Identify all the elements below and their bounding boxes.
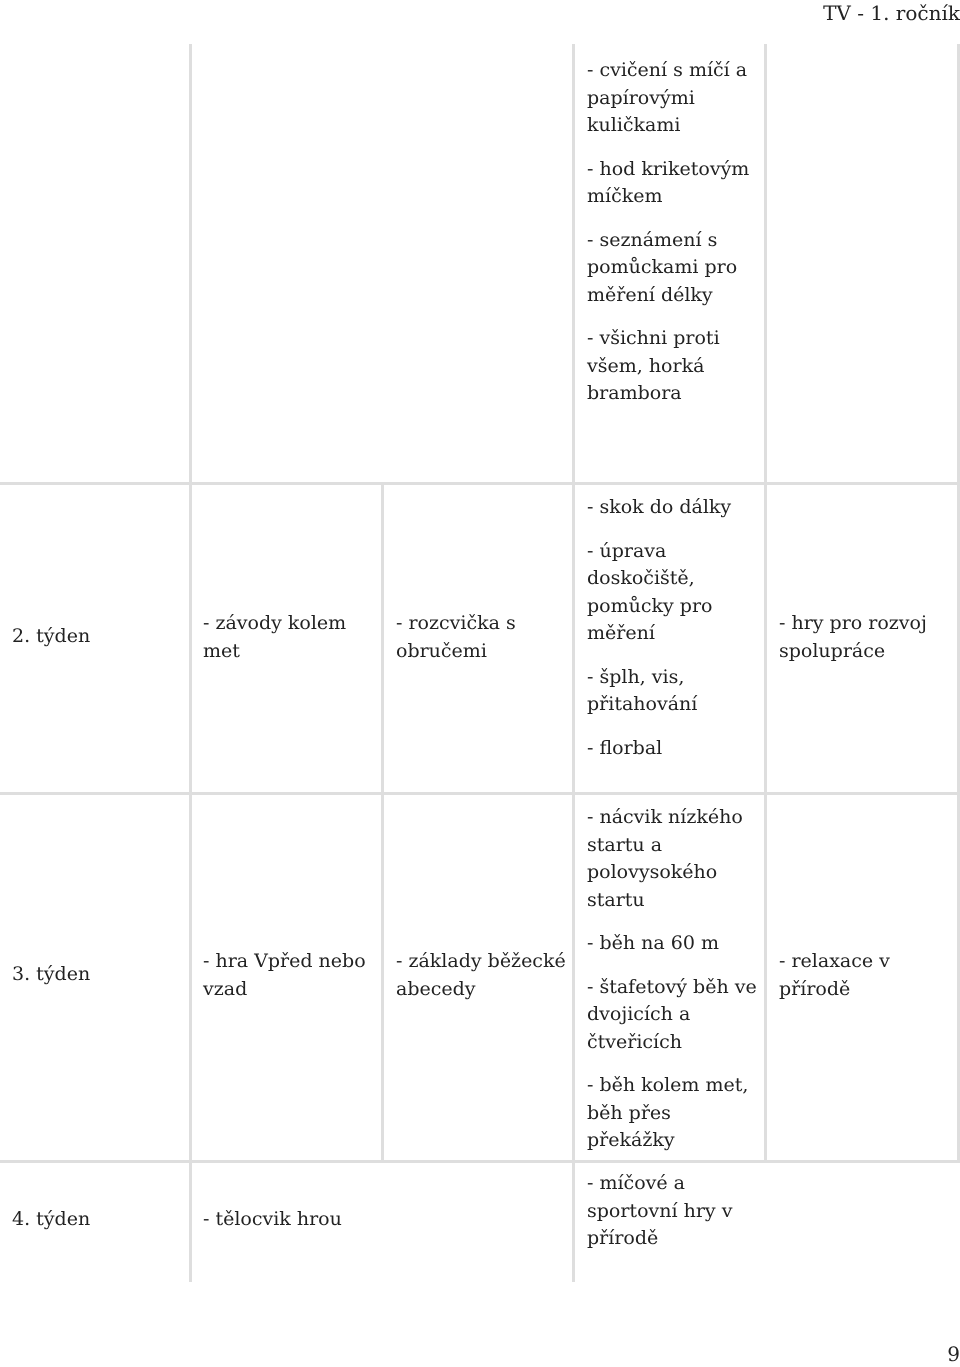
warmup-game-cell: - tělocvik hrou xyxy=(203,1208,342,1230)
activities-cell xyxy=(587,494,759,762)
table-divider xyxy=(0,482,960,485)
table-divider xyxy=(381,484,384,1162)
activity-item: - štafetový běh ve dvojicích a čtveřicích xyxy=(587,975,757,1053)
table-divider xyxy=(572,44,575,1282)
activities-cell xyxy=(587,57,759,408)
warmup-game-cell: - závody kolem met xyxy=(203,612,347,662)
table-divider xyxy=(189,44,192,1282)
activity-item: - běh na 60 m xyxy=(587,932,719,954)
activity-item: - hod kriketovým míčkem xyxy=(587,157,750,207)
exercise-cell: - základy běžecké abecedy xyxy=(396,950,566,1000)
table-divider xyxy=(0,792,960,795)
week-label: 3. týden xyxy=(12,963,91,985)
activity-item: - cvičení s míčí a papírovými kuličkami xyxy=(587,59,748,136)
table-divider xyxy=(0,1160,960,1163)
activity-item: - míčové a sportovní hry v přírodě xyxy=(587,1172,733,1249)
page-number: 9 xyxy=(947,1342,960,1366)
week-label: 4. týden xyxy=(12,1208,91,1230)
activity-item: - úprava doskočiště, pomůcky pro měření xyxy=(587,539,713,644)
activity-item: - florbal xyxy=(587,736,663,759)
activities-cell xyxy=(587,1170,759,1253)
activity-item: - šplh, vis, přitahování xyxy=(587,665,698,715)
activity-item: - seznámení s pomůckami pro měření délky xyxy=(587,228,738,306)
warmup-game-cell: - hra Vpřed nebo vzad xyxy=(203,950,366,1000)
week-label: 2. týden xyxy=(12,625,91,647)
activity-item: - běh kolem met, běh přes překážky xyxy=(587,1074,749,1151)
activity-item: - všichni proti všem, horká brambora xyxy=(587,327,720,404)
activity-item: - skok do dálky xyxy=(587,496,732,518)
activity-item: - nácvik nízkého startu a polovysokého startu xyxy=(587,806,743,911)
activities-cell xyxy=(587,804,759,1155)
table-divider xyxy=(764,44,767,1162)
page-header: TV - 1. ročník xyxy=(823,1,960,25)
exercise-cell: - rozcvička s obručemi xyxy=(396,612,516,662)
final-game-cell: - hry pro rozvoj spolupráce xyxy=(779,612,927,662)
final-game-cell: - relaxace v přírodě xyxy=(779,950,890,1000)
